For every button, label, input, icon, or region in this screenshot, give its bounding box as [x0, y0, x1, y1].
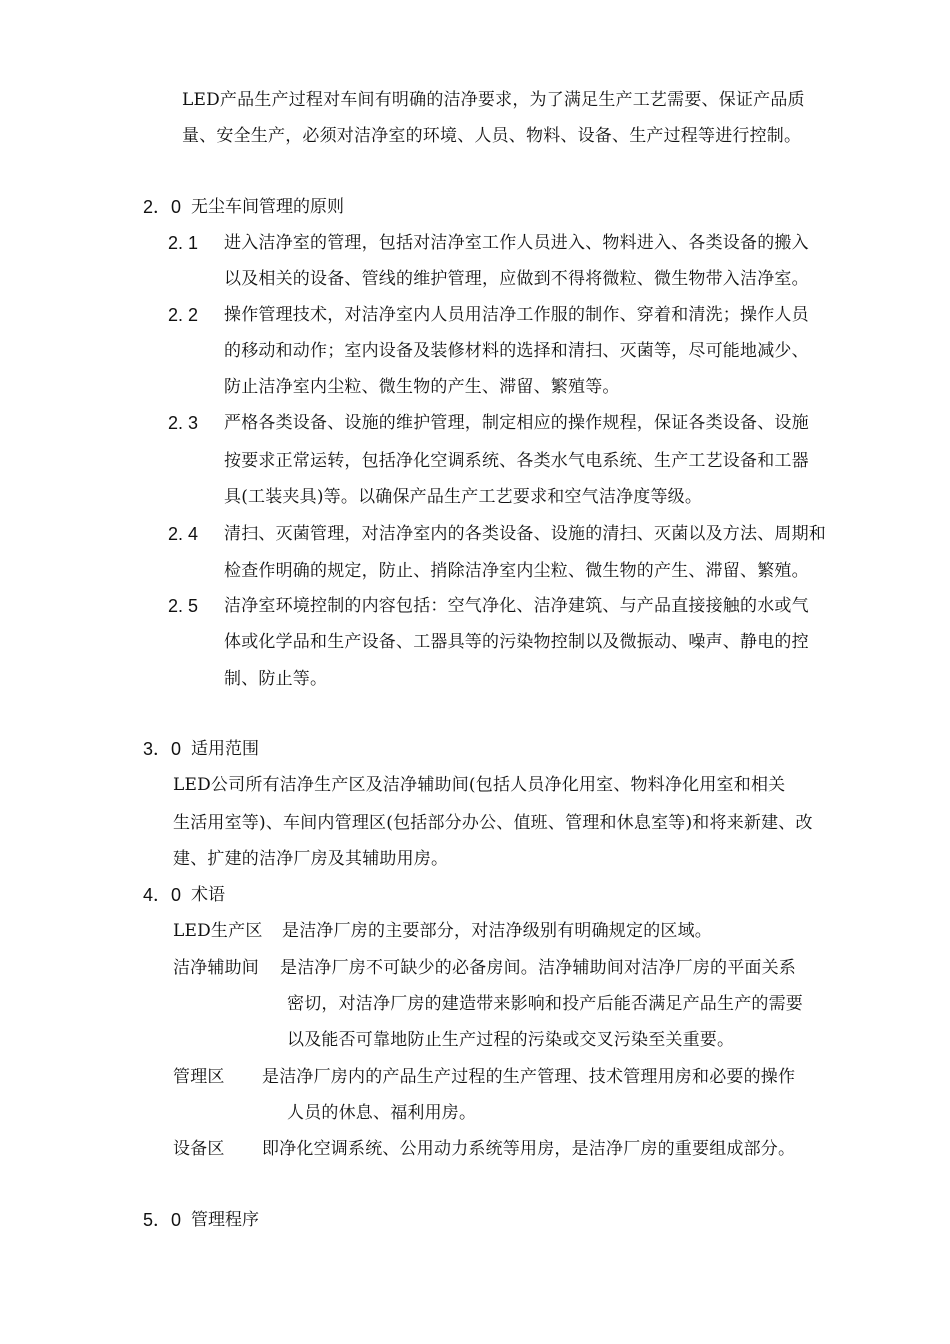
- term-production-area-label: LED生产区: [173, 921, 263, 941]
- item-2-1-line-2: 以及相关的设备、管线的维护管理，应做到不得将微粒、微生物带入洁净室。: [224, 269, 809, 289]
- term-auxiliary-room-line-1: 是洁净厂房不可缺少的必备房间。洁净辅助间对洁净厂房的平面关系: [280, 958, 796, 978]
- item-2-2-line-1: 操作管理技术，对洁净室内人员用洁净工作服的制作、穿着和清洗；操作人员: [224, 305, 809, 325]
- section-4-title: 术语: [191, 885, 225, 905]
- item-2-5-line-1: 洁净室环境控制的内容包括：空气净化、洁净建筑、与产品直接接触的水或气: [224, 596, 809, 616]
- item-2-3-number: 2. 3: [168, 413, 199, 433]
- item-2-2-line-3: 防止洁净室内尘粒、微生物的产生、滞留、繁殖等。: [224, 377, 620, 397]
- section-5-number: 5．0: [143, 1210, 182, 1230]
- term-auxiliary-room-line-2: 密切，对洁净厂房的建造带来影响和投产后能否满足产品生产的需要: [287, 994, 803, 1014]
- section-3-line-2: 生活用室等)、车间内管理区(包括部分办公、值班、管理和休息室等)和将来新建、改: [173, 813, 813, 833]
- item-2-4-line-1: 清扫、灭菌管理，对洁净室内的各类设备、设施的清扫、灭菌以及方法、周期和: [224, 524, 826, 544]
- intro-line-2: 量、安全生产，必须对洁净室的环境、人员、物料、设备、生产过程等进行控制。: [182, 126, 802, 146]
- item-2-3-line-2: 按要求正常运转，包括净化空调系统、各类水气电系统、生产工艺设备和工器: [224, 451, 809, 471]
- term-management-area-line-2: 人员的休息、福利用房。: [287, 1103, 477, 1123]
- item-2-3-line-1: 严格各类设备、设施的维护管理，制定相应的操作规程，保证各类设备、设施: [224, 413, 809, 433]
- term-auxiliary-room-line-3: 以及能否可靠地防止生产过程的污染或交叉污染至关重要。: [287, 1030, 735, 1050]
- term-equipment-area-line-1: 即净化空调系统、公用动力系统等用房，是洁净厂房的重要组成部分。: [262, 1139, 796, 1159]
- item-2-2-number: 2. 2: [168, 305, 199, 325]
- section-2-number: 2．0: [143, 197, 182, 217]
- section-4-number: 4．0: [143, 885, 182, 905]
- section-2-title: 无尘车间管理的原则: [191, 197, 344, 217]
- term-management-area-label: 管理区: [173, 1067, 225, 1087]
- item-2-1-number: 2. 1: [168, 233, 199, 253]
- item-2-1-line-1: 进入洁净室的管理，包括对洁净室工作人员进入、物料进入、各类设备的搬入: [224, 233, 809, 253]
- item-2-4-line-2: 检查作明确的规定，防止、捎除洁净室内尘粒、微生物的产生、滞留、繁殖。: [224, 561, 809, 581]
- item-2-4-number: 2. 4: [168, 524, 199, 544]
- intro-line-1: LED产品生产过程对车间有明确的洁净要求，为了满足生产工艺需要、保证产品质: [182, 90, 805, 110]
- section-3-number: 3．0: [143, 739, 182, 759]
- section-3-line-1: LED公司所有洁净生产区及洁净辅助间(包括人员净化用室、物料净化用室和相关: [173, 775, 786, 795]
- section-5-title: 管理程序: [191, 1210, 259, 1230]
- item-2-5-line-3: 制、防止等。: [224, 669, 328, 689]
- item-2-3-line-3: 具(工装夹具)等。以确保产品生产工艺要求和空气洁净度等级。: [224, 487, 703, 507]
- term-management-area-line-1: 是洁净厂房内的产品生产过程的生产管理、技术管理用房和必要的操作: [262, 1067, 796, 1087]
- section-3-title: 适用范围: [191, 739, 259, 759]
- item-2-2-line-2: 的移动和动作；室内设备及装修材料的选择和清扫、灭菌等，尽可能地减少、: [224, 341, 809, 361]
- item-2-5-line-2: 体或化学品和生产设备、工器具等的污染物控制以及微振动、噪声、静电的控: [224, 632, 809, 652]
- item-2-5-number: 2. 5: [168, 596, 199, 616]
- term-auxiliary-room-label: 洁净辅助间: [173, 958, 259, 978]
- section-3-line-3: 建、扩建的洁净厂房及其辅助用房。: [173, 849, 449, 869]
- term-equipment-area-label: 设备区: [173, 1139, 225, 1159]
- term-production-area-line-1: 是洁净厂房的主要部分，对洁净级别有明确规定的区域。: [282, 921, 712, 941]
